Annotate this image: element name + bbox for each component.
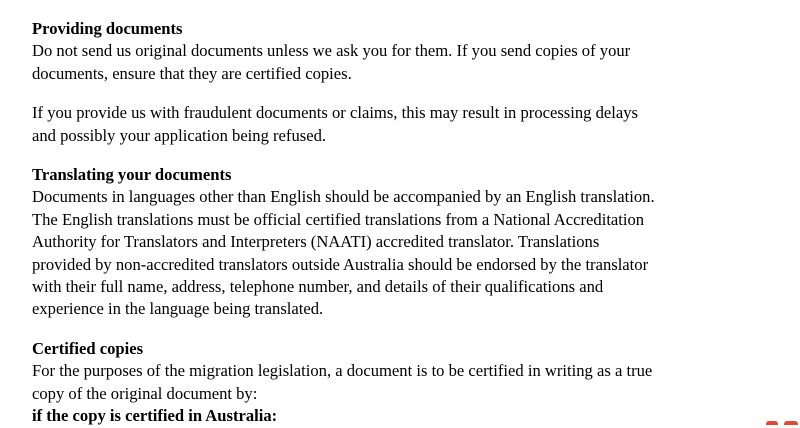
text-line: experience in the language being translated. — [32, 299, 324, 319]
paragraph-gap — [32, 85, 772, 102]
section-heading: Certified copies — [32, 338, 144, 358]
text-line: The English translations must be official certified translations from a National Accreditation — [32, 209, 645, 229]
paragraph — [32, 40, 772, 85]
text-line: Authority for Translators and Interpreters (NAATI) accredited translator. Translations — [32, 232, 600, 252]
text-line: Do not send us original documents unless we ask you for them. If you send copies of your — [32, 41, 631, 61]
section-gap — [32, 147, 772, 164]
subheading-australia: if the copy is certified in Australia: — [32, 406, 278, 426]
page-edge-mark — [762, 419, 800, 425]
text-line: and possibly your application being refused. — [32, 125, 327, 145]
section-gap — [32, 321, 772, 338]
section-heading: Providing documents — [32, 19, 183, 38]
text-line: For the purposes of the migration legislation, a document is to be certified in writing as a true — [32, 361, 653, 381]
text-line: If you provide us with fraudulent documents or claims, this may result in processing delays — [32, 103, 639, 123]
text-line: with their full name, address, telephone number, and details of their qualifications and — [32, 277, 604, 297]
edge-mark-segment — [766, 421, 778, 425]
section-heading: Translating your documents — [32, 165, 232, 185]
text-line: Documents in languages other than English should be accompanied by an English translation. — [32, 187, 655, 207]
paragraph — [32, 186, 772, 320]
section-providing-documents — [32, 18, 772, 147]
text-line: documents, ensure that they are certified copies. — [32, 63, 352, 83]
text-line: provided by non-accredited translators outside Australia should be endorsed by the translator — [32, 254, 649, 274]
section-translating-documents — [32, 164, 772, 321]
text-line: copy of the original document by: — [32, 383, 258, 403]
paragraph — [32, 102, 772, 147]
edge-mark-segment — [784, 421, 798, 425]
document-body — [32, 18, 772, 428]
paragraph — [32, 360, 772, 405]
section-certified-copies — [32, 338, 772, 428]
